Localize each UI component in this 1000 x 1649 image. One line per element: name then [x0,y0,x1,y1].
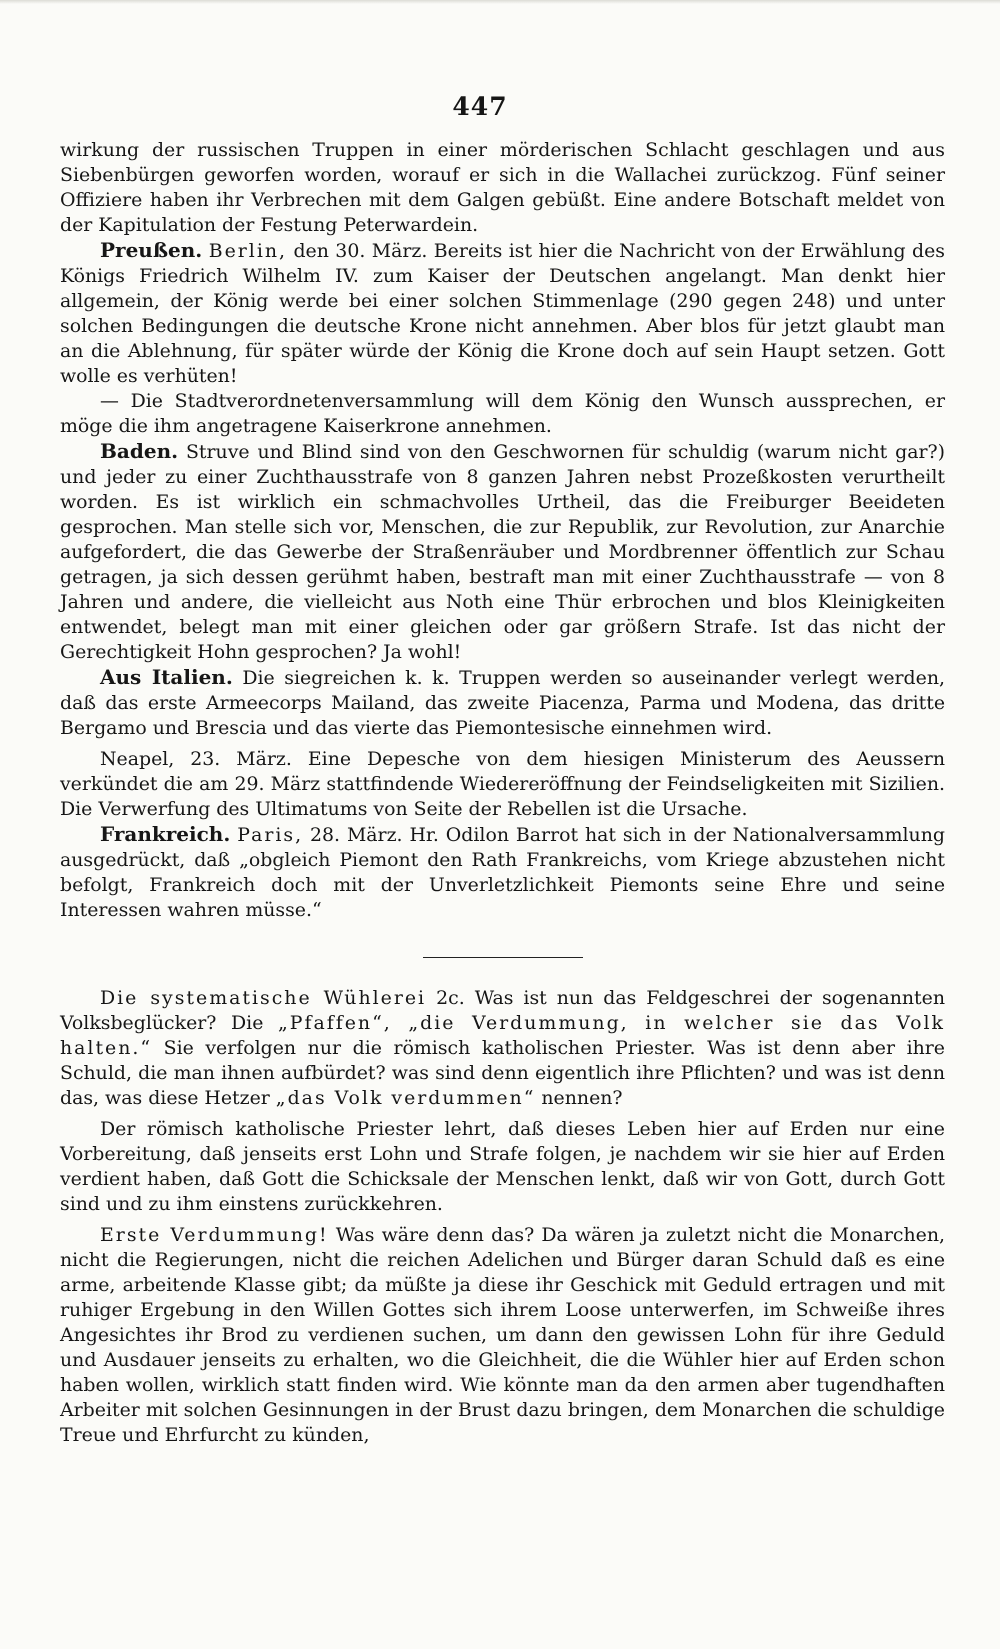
paragraph-preussen [60,238,945,389]
scan-edge [0,0,1000,4]
paragraph-siebenbuergen: wirkung der russischen Truppen in einer mörderischen Schlacht geschlagen und aus Siebenbürgen geworfen worden, worauf er sich in die Wallachei zurückzog. Fünf seiner Offiziere haben ihr Verbrechen mit dem Galgen gebüßt. Eine andere Botschaft meldet von der Kapitulation der Festung Peterwardein. [60,139,945,236]
paragraph-baden [60,439,945,665]
article-title: Die systematische Wühlerei [100,987,427,1009]
page-number: 447 [452,92,508,121]
paragraph-priester: Der römisch katholische Priester lehrt, daß dieses Leben hier auf Erden nur eine Vorbereitung, daß jenseits erst Lohn und Strafe folgen, je nachdem wir sie hier auf Erden verdient haben, daß Gott die Schicksale der Menschen lenkt, daß wir von Gott, durch Gott sind und zu ihm einstens zurückkehren. [60,1118,945,1215]
dateline-berlin: Berlin, [208,240,288,262]
paragraph-text: Die siegreichen k. k. Truppen werden so auseinander verlegt werden, daß das erste Armeecorps Mailand, das zweite Piacenza, Parma und Modena, das dritte Bergamo und Brescia und das vierte das Piemontesische einnehmen wird. [60,667,946,739]
paragraph-text: 28. März. Hr. Odilon Barrot hat sich in der Nationalversammlung ausgedrückt, daß „obgleich Piemont den Rath Frankreichs, vom Kriege abzustehen nicht befolgt, Frankreich doch mit der Unverletzlichkeit Piemonts seine Ehre und seine Interessen wahren müsse.“ [60,824,945,921]
paragraph-erste-verdummung [60,1223,945,1448]
paragraph-text: Struve und Blind sind von den Geschwornen für schuldig (warum nicht gar?) und jeder zu einer Zuchthausstrafe von 8 ganzen Jahren nebst Prozeßkosten verurtheilt worden. Es ist wirklich ein schmachvolles Urtheil, das die Freiburger Beeideten gesprochen. Man stelle sich vor, Menschen, die zur Republik, zur Revolution, zur Anarchie aufgefordert, die das Gewerbe der Straßenräuber und Mordbrenner öffentlich zur Schau getragen, ja sich dessen gerühmt haben, bestraft man mit einer Zuchthausstrafe — von 8 Jahren und andere, die vielleicht aus Noth eine Thür erbrochen und blos Kleinigkeiten entwendet, belegt man mit einer gleichen oder gar größern Strafe. Ist das nicht der Gerechtigkeit Hohn gesprochen? Ja wohl! [60,441,945,663]
paragraph-text: 2c. Was ist nun das Feldgeschrei der sogenannten Volksbeglücker? Die [60,987,945,1034]
section-heading-baden: Baden. [100,439,179,463]
section-heading-italien: Aus Italien. [100,665,233,689]
paragraph-neapel: Neapel, 23. März. Eine Depesche von dem hiesigen Ministerum des Aeussern verkündet die am 29. März stattfindende Wiedereröffnung der Feindseligkeiten mit Sizilien. Die Verwerfung des Ultimatums von Seite der Rebellen ist die Ursache. [60,748,945,820]
paragraph-text: den 30. März. Bereits ist hier die Nachricht von der Erwählung des Königs Friedrich Wilhelm IV. zum Kaiser der Deutschen angelangt. Man denkt hier allgemein, der König werde bei einer solchen Stimmenlage (290 gegen 248) und unter solchen Bedingungen die deutsche Krone nicht annehmen. Aber blos für jetzt glaubt man an die Ablehnung, für später würde der König die Krone doch auf sein Haupt setzen. Gott wolle es verhüten! [60,240,945,387]
paragraph-text: Sie verfolgen nur die römisch katholischen Priester. Was ist denn aber ihre Schuld, die man ihnen aufbürdet? was sind denn eigentlich ihre Pflichten? und was ist denn das, was diese Hetzer [60,1037,945,1109]
paragraph-frankreich [60,822,945,923]
emphasis-phrase: Erste Verdummung! [100,1224,329,1246]
quoted-phrase: „das Volk verdummen“ [275,1087,536,1109]
paragraph-wuehlerei [60,986,945,1111]
dateline-paris: Paris, [237,824,304,846]
text-column [60,138,945,1448]
paragraph-italien [60,665,945,741]
paragraph-text: nennen? [535,1087,623,1109]
quoted-phrase: „Pfaffen“, „die Verdummung, in welcher sie das Volk halten.“ [60,1012,945,1059]
section-divider [423,957,583,958]
paragraph-stadtverordnete: — Die Stadtverordnetenversammlung will dem König den Wunsch aussprechen, er möge die ihm angetragene Kaiserkrone annehmen. [60,390,945,437]
section-heading-frankreich: Frankreich. [100,822,231,846]
paragraph-text: Was wäre denn das? Da wären ja zuletzt nicht die Monarchen, nicht die Regierungen, nicht die reichen Adelichen und Bürger daran Schuld daß es eine arme, arbeitende Klasse gibt; da müßte ja diese ihr Geschick mit Geduld ertragen und mit ruhiger Ergebung in den Willen Gottes sich ihrem Loose unterwerfen, im Schweiße ihres Angesichtes ihr Brod zu verdienen suchen, um dann den gewissen Lohn für ihre Geduld und Ausdauer jenseits zu erhalten, wo die Gleichheit, die die Wühler hier auf Erden schon haben wollen, wirklich statt finden wird. Wie könnte man da den armen aber tugendhaften Arbeiter mit solchen Gesinnungen in der Brust dazu bringen, dem Monarchen die schuldige Treue und Ehrfurcht zu künden, [60,1224,945,1446]
section-heading-preussen: Preußen. [100,238,203,262]
